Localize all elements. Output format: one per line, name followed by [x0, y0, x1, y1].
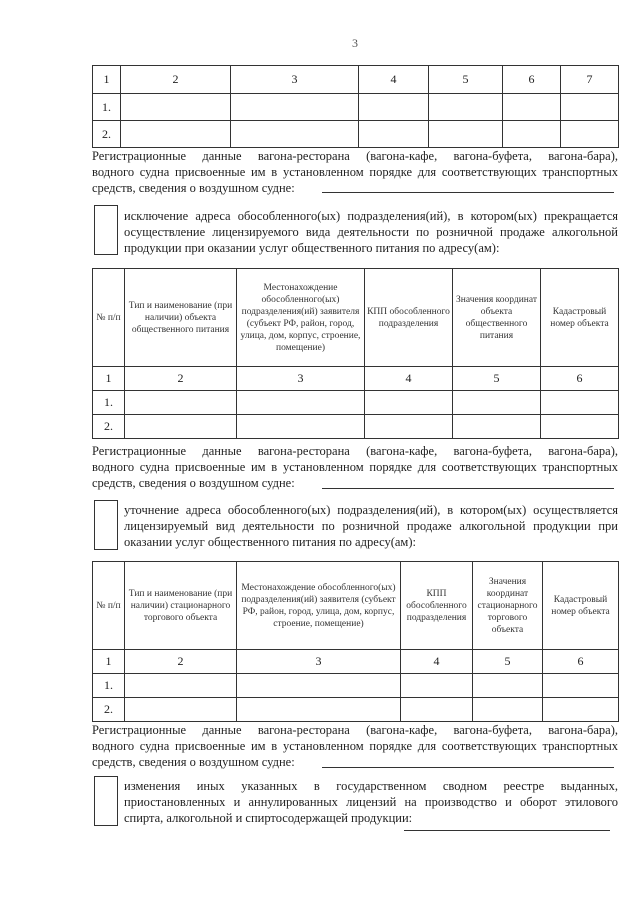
table-2	[92, 268, 619, 439]
table-cell[interactable]	[543, 674, 619, 698]
table-cell[interactable]	[121, 94, 231, 121]
table-cell[interactable]	[561, 94, 619, 121]
column-number: 5	[453, 367, 541, 391]
row-label: 2.	[93, 121, 121, 148]
table-row	[93, 698, 619, 722]
text-line: изменения иных указанных в государственном сводном реестре выданных,	[124, 779, 618, 793]
table-cell[interactable]	[125, 698, 237, 722]
table-cell[interactable]	[121, 121, 231, 148]
table-cell[interactable]	[541, 415, 619, 439]
table-cell[interactable]	[429, 121, 503, 148]
column-number: 3	[237, 367, 365, 391]
table-3-header-cell: Местонахождение обособленного(ых) подразделения(ий) заявителя (субъект РФ, район, город, улица, дом, корпус, строение, помещение)	[237, 562, 401, 650]
table-2-header-cell: Тип и наименование (при наличии) объекта общественного питания	[125, 269, 237, 367]
table-3-header-cell: Тип и наименование (при наличии) стационарного торгового объекта	[125, 562, 237, 650]
table-3-header-cell: № п/п	[93, 562, 125, 650]
table-cell[interactable]	[453, 415, 541, 439]
text-line: уточнение адреса обособленного(ых) подразделения(ий), в котором(ых) осуществляется	[124, 503, 618, 517]
table-2-header-cell: № п/п	[93, 269, 125, 367]
clarify-address-checkbox[interactable]	[94, 500, 118, 550]
clarify-address-text	[124, 502, 618, 550]
table-1	[92, 65, 619, 148]
row-label: 1.	[93, 674, 125, 698]
table-2-header-cell: Кадастровый номер объекта	[541, 269, 619, 367]
row-label: 1.	[93, 94, 121, 121]
text-line: приостановленных и аннулированных лицензий на производство и оборот этилового	[124, 795, 618, 809]
text-line: продукции при оказании услуг общественного питания по адресу(ам):	[124, 241, 500, 255]
table-cell[interactable]	[237, 674, 401, 698]
table-cell[interactable]	[429, 94, 503, 121]
table-1-header-cell: 5	[429, 66, 503, 94]
table-cell[interactable]	[237, 698, 401, 722]
table-1-header-cell: 1	[93, 66, 121, 94]
table-cell[interactable]	[237, 415, 365, 439]
table-2-header-cell: Значения координат объекта общественного питания	[453, 269, 541, 367]
table-1-header-cell: 3	[231, 66, 359, 94]
table-3	[92, 561, 619, 722]
table-cell[interactable]	[231, 121, 359, 148]
other-changes-field[interactable]	[404, 830, 610, 831]
table-row	[93, 94, 619, 121]
text-line: водного судна присвоенные им в установленном порядке для соответствующих транспортных	[92, 460, 618, 474]
table-cell[interactable]	[125, 391, 237, 415]
table-row	[93, 121, 619, 148]
table-cell[interactable]	[125, 415, 237, 439]
text-line: водного судна присвоенные им в установленном порядке для соответствующих транспортных	[92, 739, 618, 753]
column-number: 4	[365, 367, 453, 391]
column-number: 6	[541, 367, 619, 391]
text-line: Регистрационные данные вагона-ресторана (вагона-кафе, вагона-буфета, вагона-бара),	[92, 149, 618, 163]
text-line: Регистрационные данные вагона-ресторана (вагона-кафе, вагона-буфета, вагона-бара),	[92, 723, 618, 737]
other-changes-text	[124, 778, 618, 826]
table-2-header-cell: КПП обособленного подразделения	[365, 269, 453, 367]
column-number: 2	[125, 650, 237, 674]
table-1-header-cell: 2	[121, 66, 231, 94]
table-row	[93, 391, 619, 415]
text-line: лицензируемый вид деятельности по розничной продаже алкогольной продукции при	[124, 519, 618, 533]
row-label: 2.	[93, 415, 125, 439]
table-3-header-cell: Кадастровый номер объекта	[543, 562, 619, 650]
table-3-header-cell: Значения координат стационарного торгового объекта	[473, 562, 543, 650]
table-1-header-cell: 6	[503, 66, 561, 94]
exclude-address-text	[124, 208, 618, 256]
table-cell[interactable]	[541, 391, 619, 415]
table-3-header-cell: КПП обособленного подразделения	[401, 562, 473, 650]
text-line: осуществление лицензируемого вида деятельности по розничной продаже алкогольной	[124, 225, 618, 239]
table-cell[interactable]	[543, 698, 619, 722]
table-1-header-cell: 4	[359, 66, 429, 94]
row-label: 1.	[93, 391, 125, 415]
text-line: средств, сведения о воздушном судне:	[92, 755, 295, 769]
table-cell[interactable]	[401, 674, 473, 698]
table-cell[interactable]	[503, 94, 561, 121]
text-line: спирта, алкогольной и спиртосодержащей продукции:	[124, 811, 413, 825]
other-changes-checkbox[interactable]	[94, 776, 118, 826]
column-number: 1	[93, 650, 125, 674]
row-label: 2.	[93, 698, 125, 722]
aircraft-info-field-1[interactable]	[322, 192, 614, 193]
table-cell[interactable]	[453, 391, 541, 415]
exclude-address-checkbox[interactable]	[94, 205, 118, 255]
column-number: 2	[125, 367, 237, 391]
table-cell[interactable]	[359, 94, 429, 121]
table-cell[interactable]	[473, 674, 543, 698]
table-cell[interactable]	[365, 391, 453, 415]
text-line: средств, сведения о воздушном судне:	[92, 181, 295, 195]
table-cell[interactable]	[237, 391, 365, 415]
table-cell[interactable]	[359, 121, 429, 148]
text-line: средств, сведения о воздушном судне:	[92, 476, 295, 490]
table-1-header-cell: 7	[561, 66, 619, 94]
text-line: водного судна присвоенные им в установленном порядке для соответствующих транспортных	[92, 165, 618, 179]
aircraft-info-field-2[interactable]	[322, 488, 614, 489]
table-cell[interactable]	[401, 698, 473, 722]
registration-text-3	[92, 722, 618, 770]
text-line: Регистрационные данные вагона-ресторана (вагона-кафе, вагона-буфета, вагона-бара),	[92, 444, 618, 458]
table-cell[interactable]	[561, 121, 619, 148]
column-number: 5	[473, 650, 543, 674]
table-row	[93, 674, 619, 698]
table-2-header-cell: Местонахождение обособленного(ых) подразделения(ий) заявителя (субъект РФ, район, город, улица, дом, корпус, строение, помещение)	[237, 269, 365, 367]
column-number: 6	[543, 650, 619, 674]
table-cell[interactable]	[125, 674, 237, 698]
text-line: оказании услуг общественного питания по адресу(ам):	[124, 535, 416, 549]
column-number: 4	[401, 650, 473, 674]
table-cell[interactable]	[231, 94, 359, 121]
page-number: 3	[352, 36, 358, 50]
aircraft-info-field-3[interactable]	[322, 767, 614, 768]
table-row	[93, 415, 619, 439]
table-cell[interactable]	[503, 121, 561, 148]
table-cell[interactable]	[473, 698, 543, 722]
registration-text-1	[92, 148, 618, 196]
column-number: 1	[93, 367, 125, 391]
registration-text-2	[92, 443, 618, 491]
text-line: исключение адреса обособленного(ых) подразделения(ий), в котором(ых) прекращается	[124, 209, 618, 223]
table-cell[interactable]	[365, 415, 453, 439]
column-number: 3	[237, 650, 401, 674]
